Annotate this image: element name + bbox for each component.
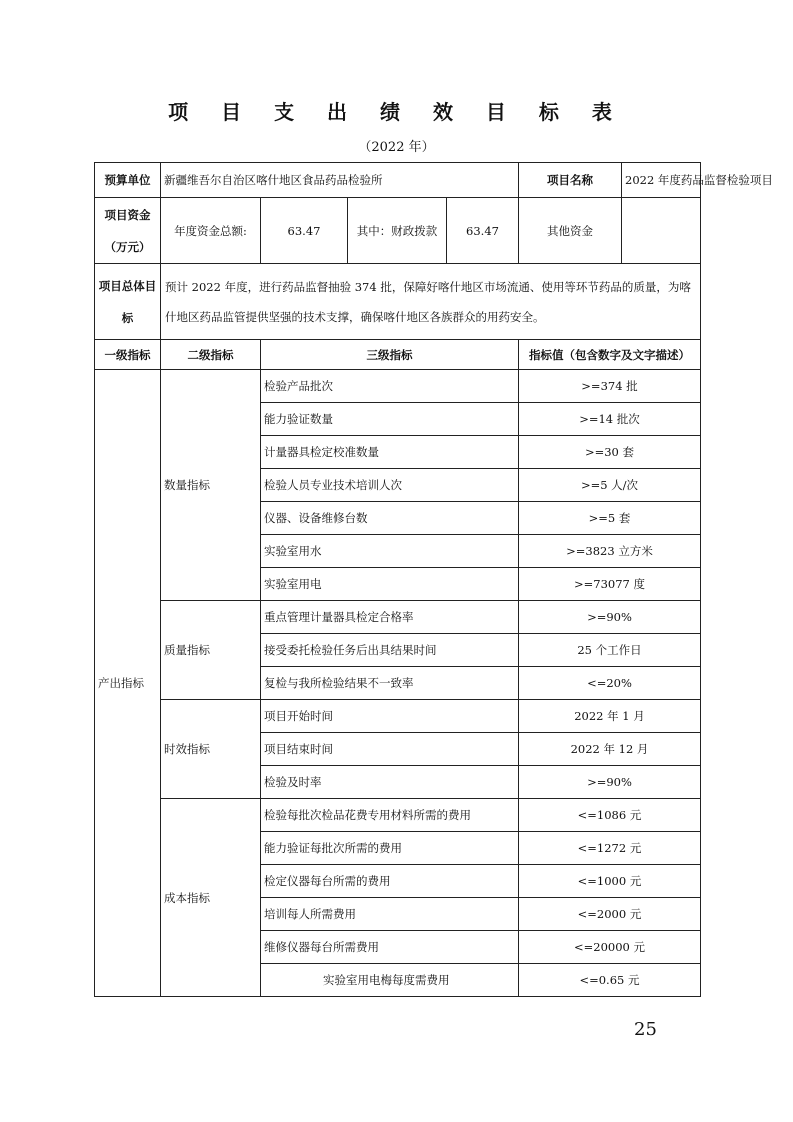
level3-indicator: 检验每批次检品花费专用材料所需的费用 <box>261 799 519 832</box>
level3-indicator: 项目开始时间 <box>261 700 519 733</box>
column-header: 指标值（包含数字及文字描述） <box>519 340 701 370</box>
project-name-value: 2022 年度药品监督检验项目 <box>622 163 701 198</box>
budget-unit-label: 预算单位 <box>95 163 161 198</box>
indicator-value: >=73077 度 <box>519 568 701 601</box>
fiscal-label: 其中：财政拨款 <box>348 198 447 264</box>
goal-row <box>95 264 701 340</box>
indicator-row <box>95 601 701 634</box>
indicator-value: >=3823 立方米 <box>519 535 701 568</box>
indicator-value: <=2000 元 <box>519 898 701 931</box>
indicator-row <box>95 700 701 733</box>
annual-total-label: 年度资金总额: <box>161 198 261 264</box>
level1-indicator: 产出指标 <box>95 370 161 997</box>
column-header: 二级指标 <box>161 340 261 370</box>
level3-indicator: 检定仪器每台所需的费用 <box>261 865 519 898</box>
level3-indicator: 复检与我所检验结果不一致率 <box>261 667 519 700</box>
level3-indicator: 实验室用电梅每度需费用 <box>261 964 519 997</box>
annual-total-value: 63.47 <box>261 198 348 264</box>
level2-indicator: 质量指标 <box>161 601 261 700</box>
indicator-value: <=1272 元 <box>519 832 701 865</box>
indicator-value: >=30 套 <box>519 436 701 469</box>
year-label: （2022 年） <box>358 140 435 155</box>
level3-indicator: 能力验证每批次所需的费用 <box>261 832 519 865</box>
level3-indicator: 检验产品批次 <box>261 370 519 403</box>
goal-text: 预计 2022 年度，进行药品监督抽验 374 批，保障好喀什地区市场流通、使用等环节药品的质量，为喀什地区药品监管提供坚强的技术支撑，确保喀什地区各族群众的用药安全。 <box>161 264 701 340</box>
level3-indicator: 项目结束时间 <box>261 733 519 766</box>
level3-indicator: 能力验证数量 <box>261 403 519 436</box>
other-funds-label: 其他资金 <box>519 198 622 264</box>
indicator-value: >=90% <box>519 766 701 799</box>
indicator-value: <=0.65 元 <box>519 964 701 997</box>
level3-indicator: 培训每人所需费用 <box>261 898 519 931</box>
level3-indicator: 计量器具检定校准数量 <box>261 436 519 469</box>
level3-indicator: 仪器、设备维修台数 <box>261 502 519 535</box>
indicator-value: >=14 批次 <box>519 403 701 436</box>
indicator-value: >=5 人/次 <box>519 469 701 502</box>
indicator-value: >=90% <box>519 601 701 634</box>
header-row <box>95 163 701 198</box>
indicator-value: <=20000 元 <box>519 931 701 964</box>
level3-indicator: 重点管理计量器具检定合格率 <box>261 601 519 634</box>
indicator-value: <=20% <box>519 667 701 700</box>
indicator-value: 2022 年 1 月 <box>519 700 701 733</box>
column-header: 一级指标 <box>95 340 161 370</box>
indicator-value: 2022 年 12 月 <box>519 733 701 766</box>
funds-row <box>95 198 701 264</box>
indicator-value: 25 个工作日 <box>519 634 701 667</box>
level3-indicator: 维修仪器每台所需费用 <box>261 931 519 964</box>
indicator-value: >=374 批 <box>519 370 701 403</box>
budget-unit-value: 新疆维吾尔自治区喀什地区食品药品检验所 <box>161 163 519 198</box>
indicator-value: <=1000 元 <box>519 865 701 898</box>
column-header-row <box>95 340 701 370</box>
level2-indicator: 时效指标 <box>161 700 261 799</box>
indicator-row <box>95 799 701 832</box>
level3-indicator: 检验人员专业技术培训人次 <box>261 469 519 502</box>
project-name-label: 项目名称 <box>519 163 622 198</box>
column-header: 三级指标 <box>261 340 519 370</box>
level2-indicator: 成本指标 <box>161 799 261 997</box>
indicator-value: <=1086 元 <box>519 799 701 832</box>
performance-table <box>94 162 773 997</box>
page-title: 项 目 支 出 绩 效 目 标 表 <box>168 100 625 124</box>
level3-indicator: 检验及时率 <box>261 766 519 799</box>
level3-indicator: 实验室用水 <box>261 535 519 568</box>
level3-indicator: 实验室用电 <box>261 568 519 601</box>
indicator-row <box>95 370 701 403</box>
funds-label: 项目资金（万元） <box>95 198 161 264</box>
page-number: 25 <box>634 1019 657 1040</box>
level2-indicator: 数量指标 <box>161 370 261 601</box>
level3-indicator: 接受委托检验任务后出具结果时间 <box>261 634 519 667</box>
goal-label: 项目总体目标 <box>95 264 161 340</box>
indicator-value: >=5 套 <box>519 502 701 535</box>
other-funds-value <box>622 198 701 264</box>
fiscal-value: 63.47 <box>447 198 519 264</box>
